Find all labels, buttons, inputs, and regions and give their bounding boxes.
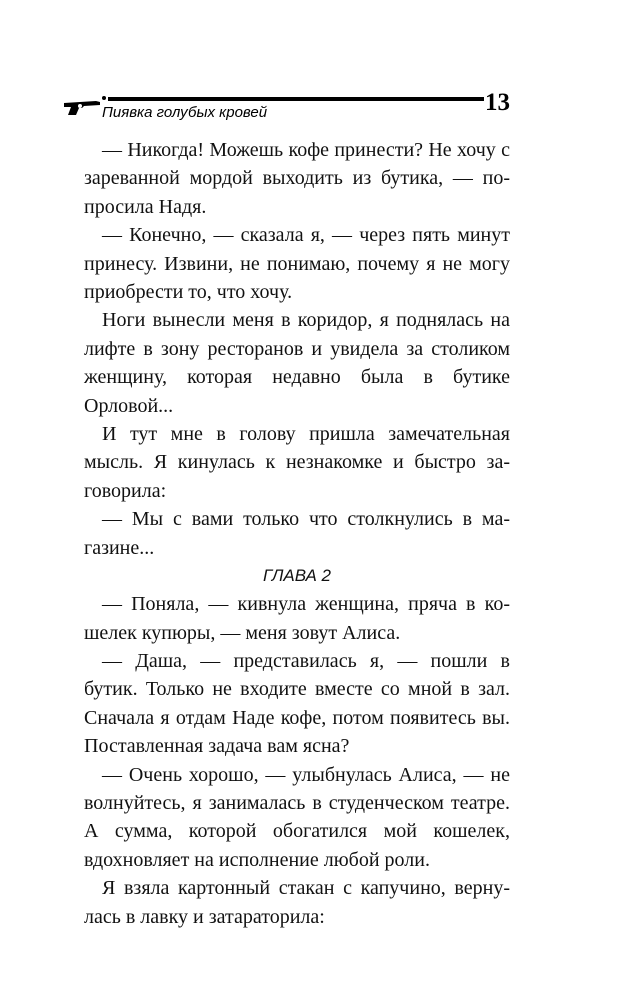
header-rule (108, 97, 484, 101)
paragraph: — Поняла, — кивнула женщина, пряча в кошелек купюры, — меня зовут Алиса. (84, 593, 510, 644)
page-number: 13 (485, 89, 510, 116)
paragraph: — Никогда! Можешь кофе принести? Не хочу с зареванной мордой выходить из бутика, — попросила Надя. (84, 139, 510, 218)
paragraph: — Конечно, — сказала я, — через пять минут принесу. Извини, не понимаю, почему я не могу приобрести то, что хочу. (84, 224, 510, 304)
header-dot (102, 96, 106, 100)
paragraph: — Даша, — представилась я, — пошли в бутик. Только не входите вместе со мной в зал. Сначала я отдам Наде кофе, потом появитесь вы. Поставленная задача вам ясна? (84, 649, 510, 758)
running-title: Пиявка голубых кровей (102, 104, 268, 121)
paragraph: — Очень хорошо, — улыбнулась Алиса, — не волнуйтесь, я занималась в студенческом театре. А сумма, которой обогатился мой кошелек, вдохновляет на исполнение любой роли. (84, 763, 510, 871)
paragraph: Ноги вынесли меня в коридор, я поднялась на лифте в зону ресторанов и увидела за столиком женщину, которая недавно была в бутике Орловой... (84, 309, 510, 417)
paragraph: — Мы с вами только что столкнулись в магазине... (84, 508, 510, 559)
running-header (62, 88, 518, 128)
paragraph: Я взяла картонный стакан с капучино, вернулась в лавку и затараторила: (84, 877, 510, 928)
paragraph: И тут мне в голову пришла замечательная мысль. Я кинулась к незнакомке и быстро заговорила: (84, 423, 510, 502)
chapter-heading: ГЛАВА 2 (263, 566, 331, 586)
revolver-icon (62, 94, 102, 116)
page-body (84, 136, 510, 931)
